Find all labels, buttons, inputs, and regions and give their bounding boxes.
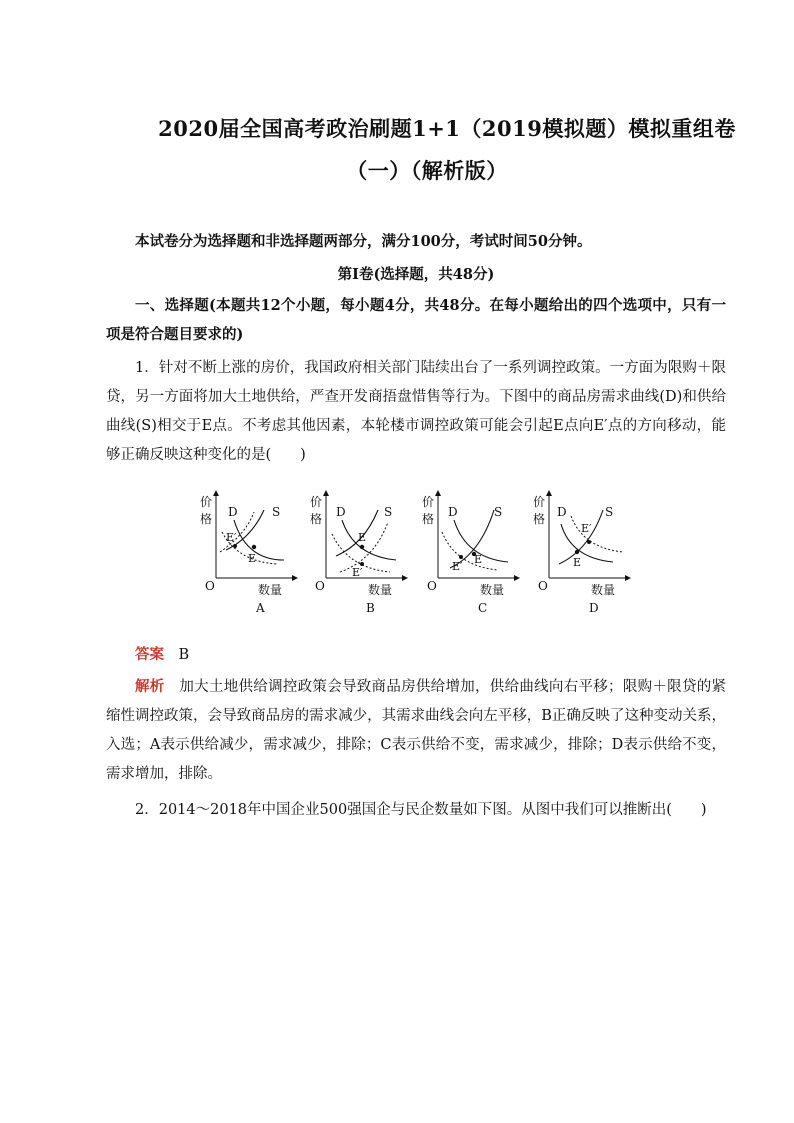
y-axis-label-2: 格 [310, 512, 323, 526]
answer-label: 答案 [135, 646, 164, 663]
analysis-paragraph [106, 672, 726, 789]
point-e-prime-label: E′ [226, 531, 237, 544]
supply-curve-label: S [494, 505, 503, 519]
option-label-c: C [478, 601, 488, 615]
point-e-label: E [474, 553, 483, 566]
demand-curve-label: D [557, 505, 567, 519]
equilibrium-point-e [252, 545, 256, 549]
figure-option-d [529, 490, 634, 615]
equilibrium-point-e-prime [459, 555, 463, 559]
part1-heading: 第Ⅰ卷(选择题，共48分) [337, 266, 495, 283]
point-e-prime-label: E′ [452, 560, 463, 573]
supply-demand-figure-row [196, 490, 646, 615]
analysis-label: 解析 [135, 678, 165, 695]
option-label-a: A [256, 601, 265, 615]
y-axis-label-1: 价 [310, 495, 323, 509]
supply-curve-label: S [384, 505, 393, 519]
point-e-label: E [573, 556, 582, 569]
point-e-label: E [248, 552, 257, 565]
y-axis-label-1: 价 [200, 495, 213, 509]
y-axis-label-2: 格 [422, 512, 435, 526]
origin-label: O [315, 579, 325, 593]
figure-option-b [306, 490, 411, 615]
option-label-d: D [589, 601, 599, 615]
option-label-b: B [366, 601, 375, 615]
analysis-text: 加大土地供给调控政策会导致商品房供给增加，供给曲线向右平移；限购＋限贷的紧缩性调控政策，会导致商品房的需求减少，其需求曲线会向左平移，B正确反映了这种变动关系，入选；A表示供给减少，需求减少，排除；C表示供给不变，需求减少，排除；D表示供给不变，需求增加，排除。 [106, 679, 727, 782]
document-title-line2: （一）（解析版） [346, 158, 508, 183]
demand-curve-label: D [448, 505, 458, 519]
section1-instructions: 一、选择题(本题共12个小题，每小题4分，共48分。在每小题给出的四个选项中，只有一项是符合题目要求的) [106, 297, 726, 343]
demand-curve-label: D [336, 505, 346, 519]
x-axis-label: 数量 [591, 583, 616, 597]
equilibrium-point-e [575, 550, 579, 554]
x-axis-label: 数量 [258, 583, 283, 597]
supply-curve-label: S [272, 505, 281, 519]
equilibrium-point-e [360, 545, 364, 549]
origin-label: O [427, 579, 437, 593]
figure-option-a [196, 490, 301, 615]
answer-value: B [178, 647, 190, 663]
point-e-label: E [358, 531, 367, 544]
equilibrium-point-e-prime [587, 540, 591, 544]
document-title-line1: 2020届全国高考政治刷题1+1（2019模拟题）模拟重组卷 [158, 116, 736, 141]
x-axis-label: 数量 [368, 583, 393, 597]
y-axis-label-1: 价 [422, 495, 435, 509]
origin-label: O [205, 579, 215, 593]
y-axis-label-2: 格 [200, 512, 213, 526]
point-e-prime-label: E′ [352, 566, 363, 579]
equilibrium-point-e-prime [233, 544, 237, 548]
answer-line [106, 640, 726, 670]
supply-curve-label: S [605, 505, 614, 519]
y-axis-label-2: 格 [533, 512, 546, 526]
question-1-text: 1．针对不断上涨的房价，我国政府相关部门陆续出台了一系列调控政策。一方面为限购＋限贷，另一方面将加大土地供给，严查开发商捂盘惜售等行为。下图中的商品房需求曲线(D)和供给曲线(S)相交于E点。不考虑其他因素，本轮楼市调控政策可能会引起E点向E′点的方向移动，能够正确反映这种变化的是( ) [106, 360, 726, 463]
demand-curve-label: D [228, 505, 238, 519]
question-2-text: 2．2014～2018年中国企业500强国企与民企数量如下图。从图中我们可以推断出( ) [135, 802, 707, 818]
origin-label: O [538, 579, 548, 593]
x-axis-label: 数量 [480, 583, 505, 597]
point-e-prime-label: E′ [581, 522, 592, 535]
exam-intro: 本试卷分为选择题和非选择题两部分，满分100分，考试时间50分钟。 [135, 233, 592, 250]
y-axis-label-1: 价 [533, 495, 546, 509]
figure-option-c [418, 490, 523, 615]
